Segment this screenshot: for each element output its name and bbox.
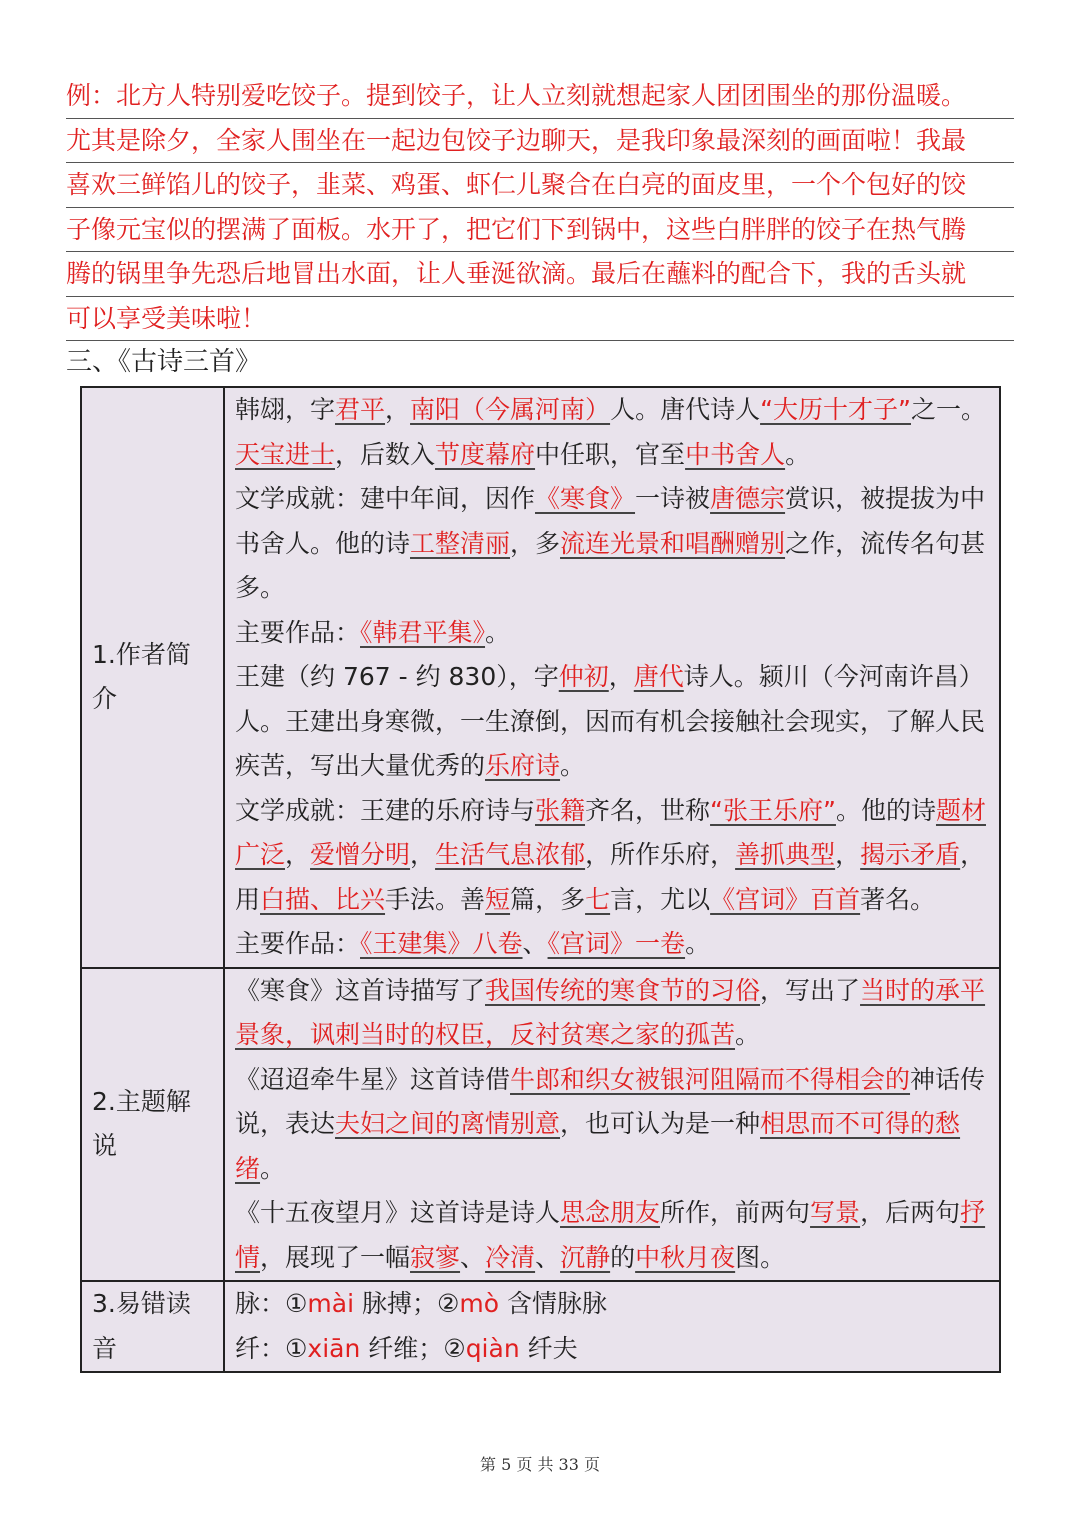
- content-paragraph: [235, 922, 991, 967]
- highlighted-answer: mài: [307, 1289, 355, 1318]
- highlighted-answer: 仲初: [558, 662, 609, 691]
- highlighted-answer: 唐代: [633, 662, 684, 691]
- text-run: 文学成就：建中年间，因作: [235, 484, 536, 513]
- text-run: 。他的诗: [835, 795, 936, 825]
- highlighted-answer: 冷清: [485, 1242, 536, 1272]
- highlighted-answer: 唐德宗: [710, 484, 786, 513]
- poem-notes-table: [80, 386, 1001, 1373]
- example-line: 尤其是除夕，全家人围坐在一起边包饺子边聊天，是我印象最深刻的画面啦！我最: [66, 119, 1014, 164]
- highlighted-answer: 天宝进士: [235, 439, 336, 469]
- row-content: [224, 968, 1000, 1282]
- text-run: 的: [610, 1242, 636, 1272]
- text-run: 纤夫: [519, 1333, 578, 1363]
- text-run: ，: [410, 840, 436, 869]
- highlighted-answer: 中秋月夜: [635, 1242, 736, 1272]
- text-run: 图。: [735, 1242, 786, 1272]
- highlighted-answer: 工整清丽: [410, 528, 511, 558]
- row-content: [224, 387, 1000, 968]
- example-line: 子像元宝似的摆满了面板。水开了，把它们下到锅中，这些白胖胖的饺子在热气腾: [66, 208, 1014, 253]
- text-run: 、: [460, 1242, 486, 1272]
- text-run: 《寒食》这首诗描写了: [235, 975, 486, 1005]
- text-run: ，展现了一幅: [260, 1242, 411, 1272]
- highlighted-answer: 揭示矛盾: [860, 840, 961, 869]
- row-label: 2.主题解说: [81, 968, 224, 1282]
- highlighted-answer: mò: [459, 1289, 500, 1318]
- text-run: 文学成就：王建的乐府诗与: [235, 795, 536, 825]
- text-run: ，多: [510, 528, 561, 558]
- text-run: 之一。: [910, 395, 986, 424]
- highlighted-answer: 相思而不可得的愁绪: [235, 1109, 961, 1183]
- text-run: ，: [608, 662, 634, 691]
- text-run: ，所作乐府，: [585, 840, 736, 869]
- highlighted-answer: 夫妇之间的离情别意: [335, 1109, 561, 1138]
- highlighted-answer: xiān: [307, 1333, 361, 1363]
- content-paragraph: [235, 655, 991, 789]
- content-paragraph: [235, 1191, 991, 1280]
- highlighted-answer: 白描、比兴: [260, 884, 386, 914]
- content-paragraph: [235, 1282, 991, 1327]
- text-run: 、: [535, 1242, 561, 1272]
- text-run: 王建（约 767 - 约 830），字: [235, 662, 559, 691]
- text-run: 主要作品：: [235, 617, 361, 647]
- content-paragraph: [235, 969, 991, 1058]
- highlighted-answer: 我国传统的寒食节的习俗: [485, 975, 761, 1005]
- highlighted-answer: 当时的承平景象，讽刺当时的权臣，反衬贫寒之家的孤苦: [235, 975, 986, 1049]
- highlighted-answer: 寂寥: [410, 1242, 461, 1272]
- text-run: 。: [685, 929, 711, 958]
- text-run: 中任职，官至: [535, 439, 686, 469]
- text-run: 、: [522, 929, 548, 958]
- highlighted-answer: 思念朋友: [560, 1198, 661, 1227]
- text-run: 之作，流传名句甚多。: [235, 528, 986, 602]
- text-run: 手法。善: [385, 884, 486, 914]
- highlighted-answer: 乐府诗: [485, 751, 561, 780]
- highlighted-answer: 流连光景和唱酬赠别: [560, 528, 786, 558]
- highlighted-answer: 《宫词》一卷: [547, 929, 686, 958]
- text-run: 。: [260, 1153, 286, 1183]
- highlighted-answer: 中书舍人: [685, 439, 786, 469]
- content-paragraph: [235, 789, 991, 923]
- text-run: 赏识，被提拔为中书舍人。他的诗: [235, 484, 986, 558]
- text-run: 主要作品：: [235, 929, 361, 958]
- highlighted-answer: 《韩君平集》: [360, 617, 486, 647]
- highlighted-answer: 沉静: [560, 1242, 611, 1272]
- text-run: 。: [560, 751, 586, 780]
- text-run: ，后数入: [335, 439, 436, 469]
- text-run: 人。唐代诗人: [610, 395, 761, 424]
- example-line: 喜欢三鲜馅儿的饺子，韭菜、鸡蛋、虾仁儿聚合在白亮的面皮里，一个个包好的饺: [66, 163, 1014, 208]
- text-run: 。: [735, 1020, 761, 1049]
- highlighted-answer: 生活气息浓郁: [435, 840, 586, 869]
- highlighted-answer: qiàn: [465, 1333, 520, 1363]
- content-paragraph: [235, 1058, 991, 1192]
- content-paragraph: [235, 388, 991, 477]
- text-run: 一诗被: [635, 484, 711, 513]
- text-run: 含情脉脉: [499, 1289, 608, 1318]
- text-run: 。: [485, 617, 511, 647]
- text-run: 言，尤以: [610, 884, 711, 914]
- text-run: 纤维；②: [360, 1333, 466, 1363]
- highlighted-answer: 《王建集》八卷: [360, 929, 523, 958]
- text-run: ，: [835, 840, 861, 869]
- table-row: [81, 968, 1000, 1282]
- highlighted-answer: 短: [485, 884, 511, 914]
- highlighted-answer: “大历十才子”: [760, 395, 911, 424]
- content-paragraph: [235, 1327, 991, 1372]
- highlighted-answer: 《寒食》: [535, 484, 636, 513]
- content-paragraph: [235, 611, 991, 656]
- example-paragraph: [66, 74, 1014, 341]
- row-content: [224, 1281, 1000, 1372]
- highlighted-answer: “张王乐府”: [710, 795, 836, 825]
- highlighted-answer: 牛郎和织女被银河阻隔而不得相会的: [510, 1064, 911, 1094]
- row-label: 1.作者简介: [81, 387, 224, 968]
- highlighted-answer: 七: [585, 884, 611, 914]
- text-run: 。: [785, 439, 811, 469]
- page-footer: 第 5 页 共 33 页: [480, 1455, 600, 1474]
- text-run: ，也可认为是一种: [560, 1109, 761, 1138]
- content-paragraph: [235, 477, 991, 611]
- example-line: 例：北方人特别爱吃饺子。提到饺子，让人立刻就想起家人团团围坐的那份温暖。: [66, 74, 1014, 119]
- text-run: 齐名，世称: [585, 795, 711, 825]
- text-run: 纤：①: [235, 1333, 308, 1363]
- text-run: 所作，前两句: [660, 1198, 811, 1227]
- example-line: 腾的锅里争先恐后地冒出水面，让人垂涎欲滴。最后在蘸料的配合下，我的舌头就: [66, 252, 1014, 297]
- table-row: [81, 1281, 1000, 1372]
- text-run: 篇，多: [510, 884, 586, 914]
- highlighted-answer: 爱憎分明: [310, 840, 411, 869]
- highlighted-answer: 节度幕府: [435, 439, 536, 469]
- text-run: ，: [285, 840, 311, 869]
- text-run: 诗人。颍川（今河南许昌）人。王建出身寒微，一生潦倒，因而有机会接触社会现实，了解人民疾苦，写出大量优秀的: [235, 662, 986, 780]
- text-run: ，写出了: [760, 975, 861, 1005]
- text-run: ，: [385, 395, 411, 424]
- highlighted-answer: 写景: [810, 1198, 861, 1227]
- highlighted-answer: 南阳（今属河南）: [410, 395, 611, 424]
- row-label: 3.易错读音: [81, 1281, 224, 1372]
- text-run: 脉：①: [235, 1289, 308, 1318]
- text-run: 《十五夜望月》这首诗是诗人: [235, 1198, 561, 1227]
- highlighted-answer: 善抓典型: [735, 840, 836, 869]
- text-run: ，用: [235, 840, 986, 914]
- text-run: 《迢迢牵牛星》这首诗借: [235, 1064, 511, 1094]
- text-run: 神话传说，表达: [235, 1064, 986, 1138]
- highlighted-answer: 君平: [335, 395, 386, 424]
- section-title: 三、《古诗三首》: [66, 347, 262, 377]
- highlighted-answer: 抒情: [235, 1198, 986, 1272]
- table-row: [81, 387, 1000, 968]
- highlighted-answer: 张籍: [535, 795, 586, 825]
- highlighted-answer: 《宫词》百首: [710, 884, 861, 914]
- text-run: ，后两句: [860, 1198, 961, 1227]
- text-run: 脉搏；②: [354, 1289, 460, 1318]
- text-run: 著名。: [860, 884, 936, 914]
- highlighted-answer: 题材广泛: [235, 795, 986, 869]
- example-line: 可以享受美味啦！: [66, 297, 1014, 342]
- text-run: 韩翃，字: [235, 395, 336, 424]
